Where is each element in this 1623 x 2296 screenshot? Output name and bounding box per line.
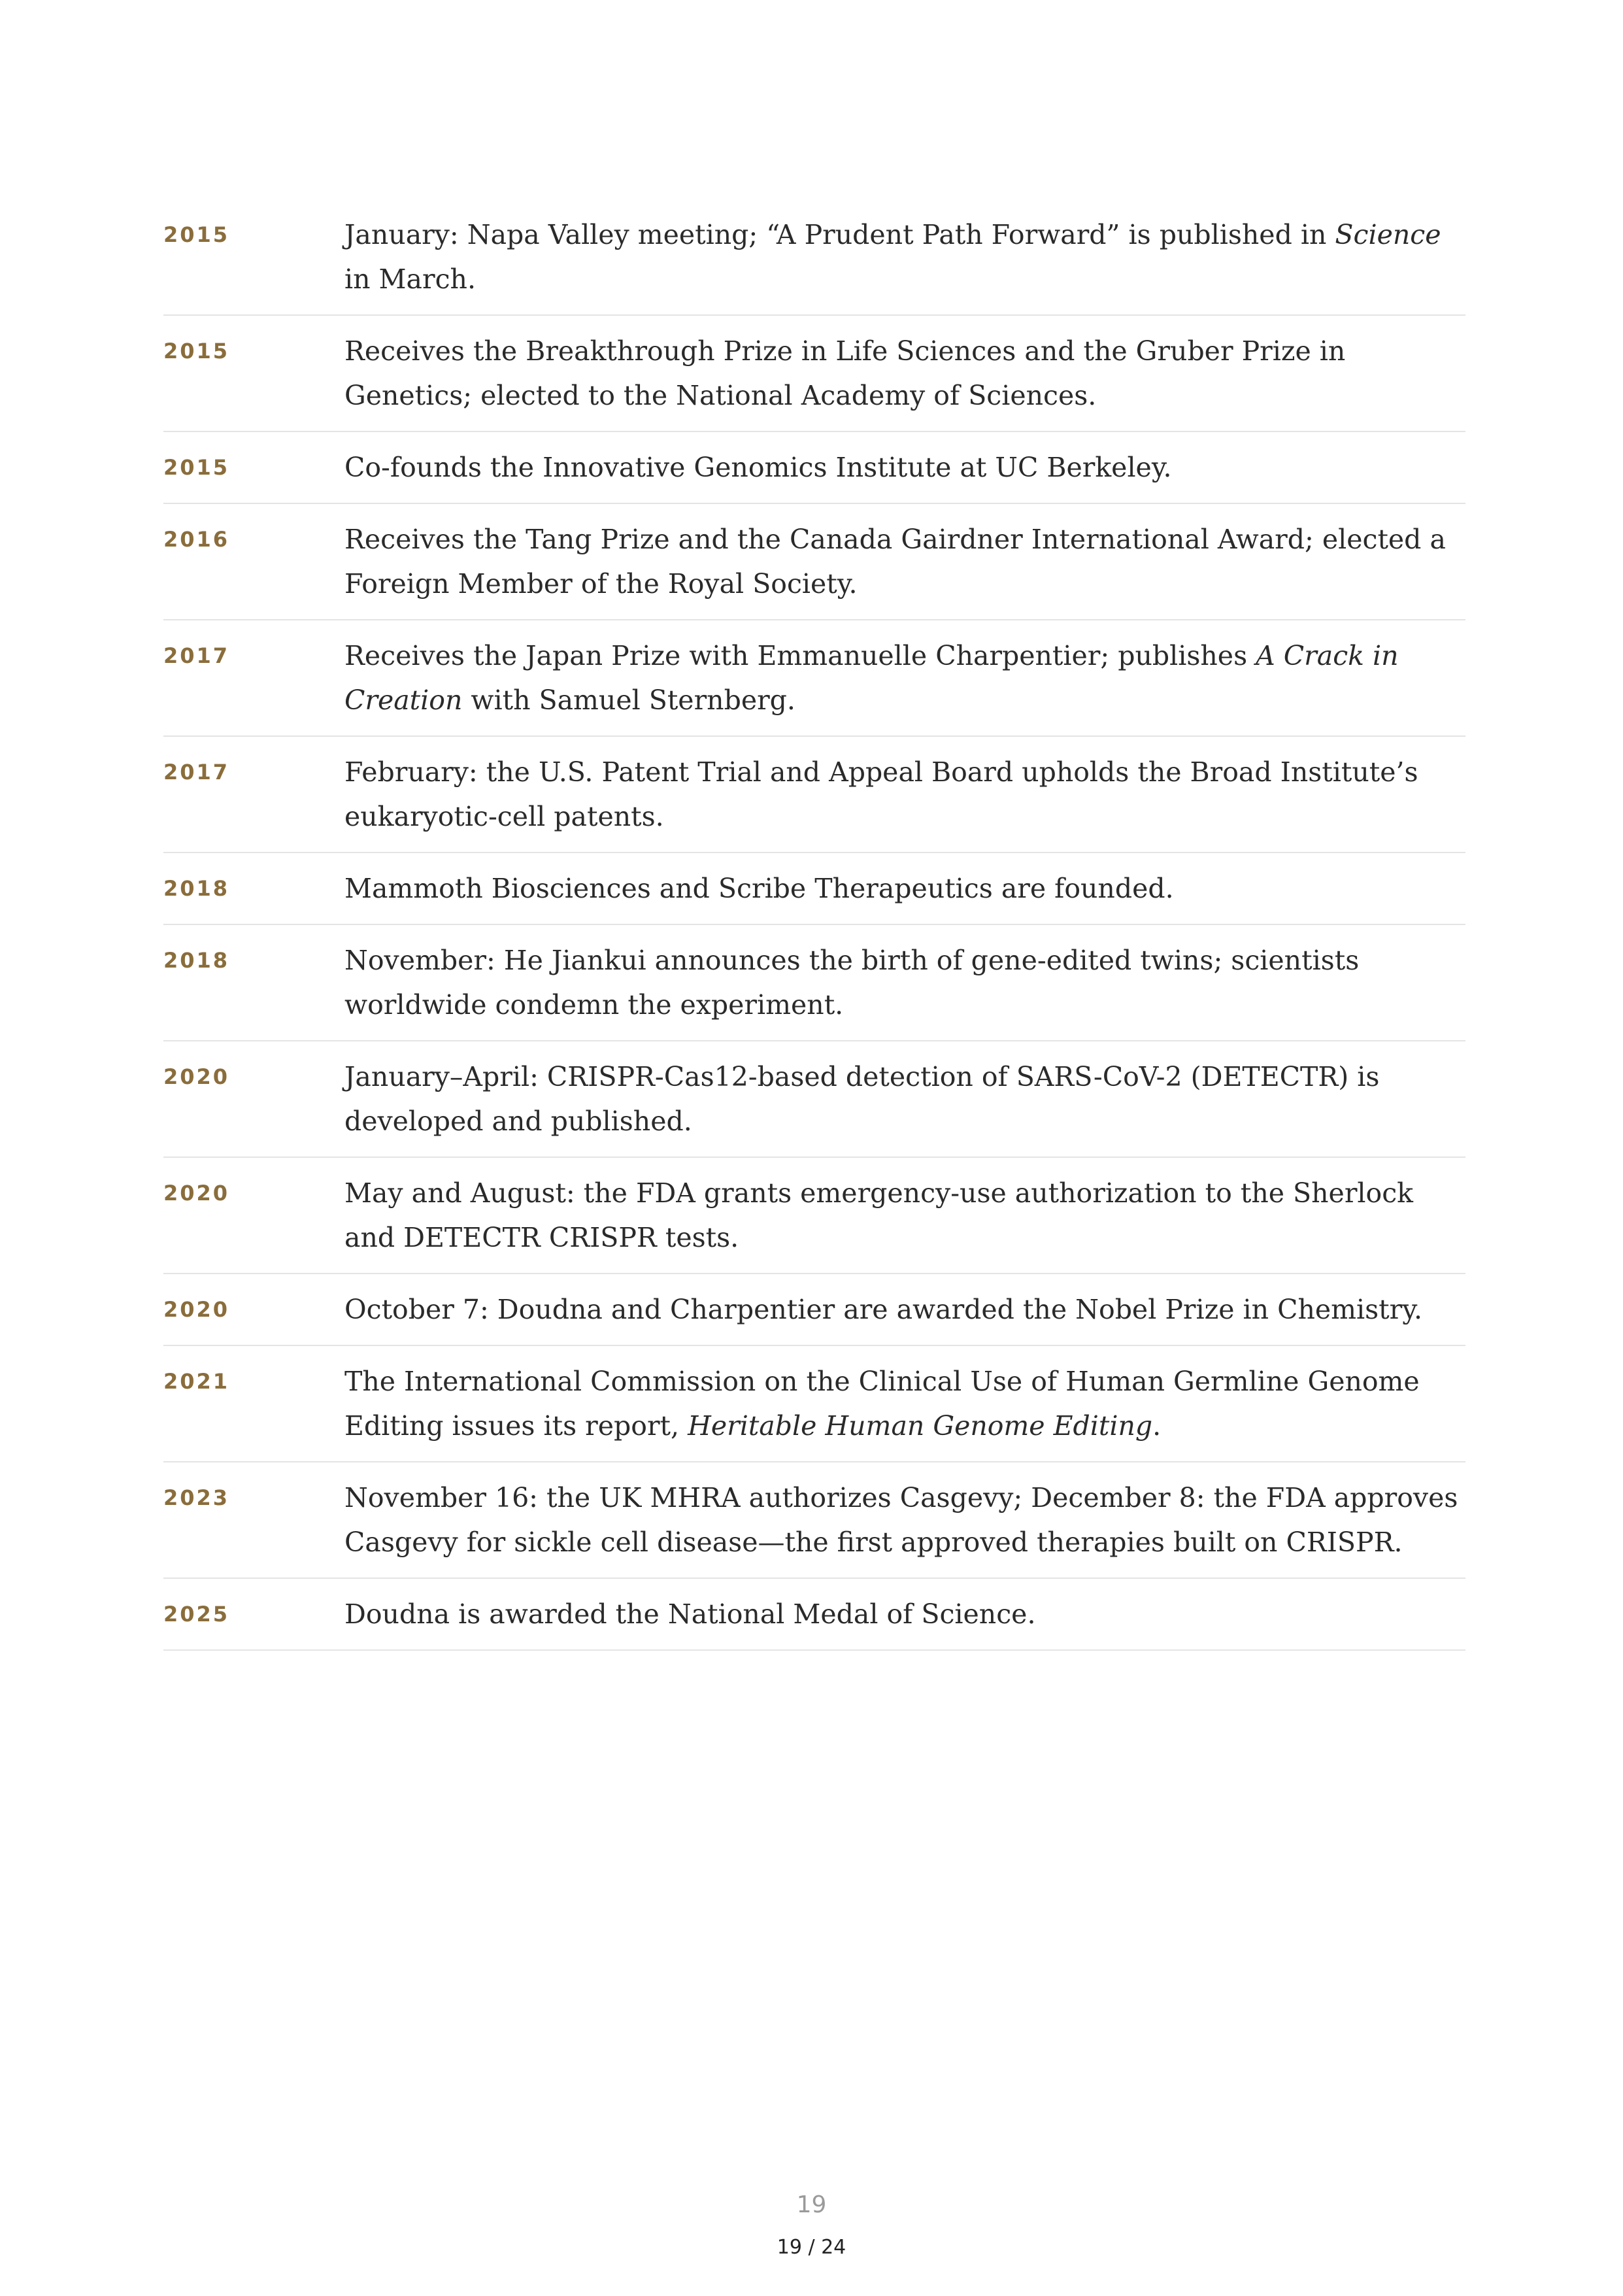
- timeline-year: 2018: [163, 876, 230, 901]
- event-text: November 16: the UK MHRA authorizes Casgevy; December 8: the FDA approves Casgevy for sickle cell disease—the first approved therapies built on CRISPR.: [344, 1482, 1458, 1558]
- event-text: Co-founds the Innovative Genomics Institute at UC Berkeley.: [344, 452, 1172, 483]
- timeline-row: [163, 1346, 1465, 1462]
- event-text: with Samuel Sternberg.: [462, 684, 795, 716]
- timeline-event: [344, 1359, 1465, 1448]
- event-title-italic: Heritable Human Genome Editing: [688, 1410, 1153, 1442]
- timeline-year: 2017: [163, 643, 230, 668]
- timeline-year: 2015: [163, 455, 230, 480]
- timeline-event: [344, 866, 1465, 911]
- timeline-year: 2018: [163, 948, 230, 973]
- event-text: Doudna is awarded the National Medal of Science.: [344, 1598, 1036, 1630]
- event-text: Receives the Japan Prize with Emmanuelle Charpentier; publishes: [344, 640, 1256, 671]
- timeline-event: [344, 445, 1465, 490]
- timeline-event: [344, 329, 1465, 418]
- timeline-year: 2016: [163, 527, 230, 552]
- event-text: Mammoth Biosciences and Scribe Therapeutics are founded.: [344, 873, 1174, 904]
- timeline-row: [163, 1274, 1465, 1346]
- page-number: 19: [796, 2191, 827, 2218]
- event-text: October 7: Doudna and Charpentier are awarded the Nobel Prize in Chemistry.: [344, 1294, 1422, 1325]
- timeline-row: [163, 853, 1465, 925]
- timeline-year: 2020: [163, 1181, 230, 1206]
- event-text: February: the U.S. Patent Trial and Appeal Board upholds the Broad Institute’s eukaryotic-cell patents.: [344, 756, 1418, 832]
- timeline-event: [344, 750, 1465, 839]
- timeline-event: [344, 1055, 1465, 1143]
- timeline-event: [344, 1171, 1465, 1260]
- timeline-year: 2020: [163, 1064, 230, 1089]
- timeline-event: [344, 1287, 1465, 1332]
- event-text: in March.: [344, 263, 476, 295]
- timeline-year: 2020: [163, 1297, 230, 1322]
- event-title-italic: Science: [1335, 219, 1441, 250]
- event-text: May and August: the FDA grants emergency-use authorization to the Sherlock and DETECTR CRISPR tests.: [344, 1177, 1414, 1253]
- event-text: Receives the Breakthrough Prize in Life Sciences and the Gruber Prize in Genetics; elected to the National Academy of Sciences.: [344, 335, 1346, 411]
- timeline-event: [344, 938, 1465, 1027]
- timeline-year: 2021: [163, 1369, 230, 1394]
- timeline-row: [163, 432, 1465, 504]
- event-text: November: He Jiankui announces the birth of gene-edited twins; scientists worldwide condemn the experiment.: [344, 945, 1360, 1021]
- timeline-row: [163, 1579, 1465, 1651]
- event-text: January: Napa Valley meeting; “A Prudent Path Forward” is published in: [344, 219, 1335, 250]
- timeline-row: [163, 737, 1465, 853]
- timeline-row: [163, 316, 1465, 432]
- event-text: .: [1152, 1410, 1162, 1442]
- timeline-row: [163, 925, 1465, 1041]
- event-text: January–April: CRISPR-Cas12-based detection of SARS-CoV-2 (DETECTR) is developed and published.: [344, 1061, 1380, 1137]
- timeline-event: [344, 633, 1465, 722]
- timeline-row: [163, 504, 1465, 620]
- timeline-year: 2017: [163, 760, 230, 785]
- timeline-event: [344, 1476, 1465, 1564]
- timeline-year: 2015: [163, 222, 230, 247]
- page-counter: 19 / 24: [777, 2236, 846, 2259]
- timeline-row: [163, 1041, 1465, 1158]
- timeline-row: [163, 1158, 1465, 1274]
- timeline-year: 2015: [163, 339, 230, 363]
- timeline-event: [344, 517, 1465, 606]
- timeline-row: [163, 620, 1465, 737]
- timeline-year: 2023: [163, 1485, 230, 1510]
- event-title-italic: A Crack in Creation: [344, 640, 1399, 716]
- event-text: The International Commission on the Clinical Use of Human Germline Genome Editing issues its report,: [344, 1366, 1420, 1442]
- event-text: Receives the Tang Prize and the Canada Gairdner International Award; elected a Foreign Member of the Royal Society.: [344, 524, 1446, 599]
- timeline-year: 2025: [163, 1602, 230, 1627]
- timeline-event: [344, 1592, 1465, 1636]
- timeline-table: [163, 199, 1465, 1651]
- timeline-row: [163, 1462, 1465, 1579]
- timeline-row: [163, 199, 1465, 316]
- timeline-event: [344, 212, 1465, 301]
